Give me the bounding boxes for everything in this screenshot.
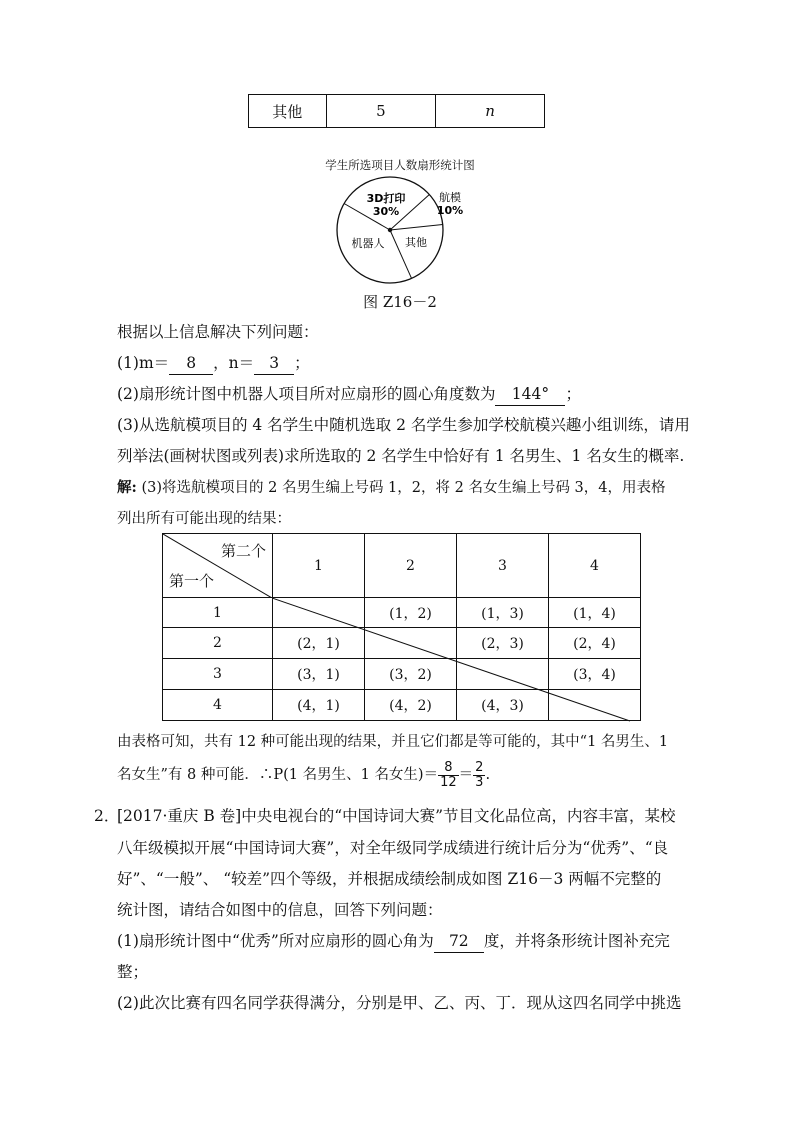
fraction-denominator: 12 [440,774,457,790]
row-header: 2 [163,628,273,659]
q2-suffix: ； [565,385,581,403]
table-cell: n [436,95,545,128]
answer-72: 72 [434,930,484,953]
row-header: 4 [163,690,273,721]
slice-label-hangmo: 航模 [439,191,461,204]
q1-prefix: (1)m＝ [117,354,170,372]
table-cell: (4，1) [273,690,365,721]
slice-percent-hangmo: 10% [436,204,464,217]
period: . [485,767,491,783]
problem-number: 2． [94,807,120,825]
column-header: 4 [549,534,641,598]
answer-angle: 144° [495,383,565,406]
equals-sign: ＝ [458,767,474,783]
slice-label-other: 其他 [405,236,427,249]
solution-label: 解: [117,479,137,496]
slice-label-robot: 机器人 [351,237,385,250]
q2-prefix: (2)扇形统计图中机器人项目所对应扇形的圆心角度数为 [117,385,496,403]
top-table [248,94,545,128]
table-cell: 其他 [249,95,327,128]
fraction-8-12 [438,761,459,790]
intro-text: 根据以上信息解决下列问题： [117,323,319,341]
table-cell: (2，4) [549,628,641,659]
pie-chart-title: 学生所选项目人数扇形统计图 [325,158,475,172]
slice-label-3d: 3D打印 [366,192,406,205]
table-cell: (1，3) [457,598,549,628]
question-2 [117,383,581,406]
q1-suffix: ； [294,354,310,372]
solution-text: (3)将选航模项目的 2 名男生编上号码 1，2，将 2 名女生编上号码 3，4，用表格 [141,480,666,496]
table-row [163,534,641,598]
header-second: 第二个 [220,542,266,560]
q1-middle: ，n＝ [213,354,255,372]
p2-q1-suffix: 度，并将条形统计图补充完 [483,932,670,950]
solution-line2: 列出所有可能出现的结果： [117,511,291,527]
solution-line1 [117,477,666,499]
fraction-numerator: 2 [475,759,484,775]
problem-2-line3: 好”、“一般”、 “较差”四个等级，并根据成绩绘制成如图 Z16－3 两幅不完整的 [117,870,662,888]
fraction-2-3 [473,761,485,790]
diagonal-header [163,534,273,598]
conclusion-line1: 由表格可知，共有 12 种可能出现的结果，并且它们都是等可能的，其中“1 名男生、1 [117,734,669,750]
column-header: 2 [365,534,457,598]
fraction-numerator: 8 [438,761,459,776]
problem-2-line1: [2017·重庆 B 卷]中央电视台的“中国诗词大赛”节目文化品位高，内容丰富，某校 [117,807,676,825]
conclusion-line2 [117,760,490,790]
question-3-line1: (3)从选航模项目的 4 名学生中随机选取 2 名学生参加学校航模兴趣小组训练，请用 [117,416,690,434]
table-cell: (3，4) [549,659,641,690]
conclusion-text: 名女生”有 8 种可能．∴P(1 名男生、1 名女生)＝ [117,767,439,783]
table-cell: (2，1) [273,628,365,659]
row-header: 1 [163,598,273,628]
table-cell: (2，3) [457,628,549,659]
question-1 [117,352,310,375]
column-header: 1 [273,534,365,598]
header-first: 第一个 [169,572,215,590]
table-cell: (4，3) [457,690,549,721]
column-header: 3 [457,534,549,598]
table-row [249,95,545,128]
table-cell: 5 [326,95,436,128]
answer-n: 3 [254,352,294,375]
pie-slice-divider [390,224,443,230]
table-cell: (3，1) [273,659,365,690]
p2-q1-prefix: (1)扇形统计图中“优秀”所对应扇形的圆心角为 [117,932,434,950]
pie-center-dot [388,228,392,232]
fraction-denominator: 3 [475,774,484,790]
row-header: 3 [163,659,273,690]
problem-2-line4: 统计图，请结合如图中的信息，回答下列问题： [117,901,443,919]
problem-2-q1 [117,930,670,953]
table-cell: (4，2) [365,690,457,721]
table-diagonal-line [272,598,632,722]
answer-m: 8 [169,352,213,375]
question-3-line2: 列举法(画树状图或列表)求所选取的 2 名学生中恰好有 1 名男生、1 名女生的概率. [117,447,685,465]
table-cell: (1，4) [549,598,641,628]
pie-chart [320,170,480,290]
table-cell: (1，2) [365,598,457,628]
figure-caption: 图 Z16－2 [363,293,437,311]
problem-2-line2: 八年级模拟开展“中国诗词大赛”，对全年级同学成绩进行统计后分为“优秀”、“良 [117,839,669,857]
problem-2-q1-cont: 整； [117,963,149,981]
slice-percent-3d: 30% [372,205,400,218]
table-cell: (3，2) [365,659,457,690]
problem-2-q2: (2)此次比赛有四名同学获得满分，分别是甲、乙、丙、丁．现从这四名同学中挑选 [117,994,682,1012]
